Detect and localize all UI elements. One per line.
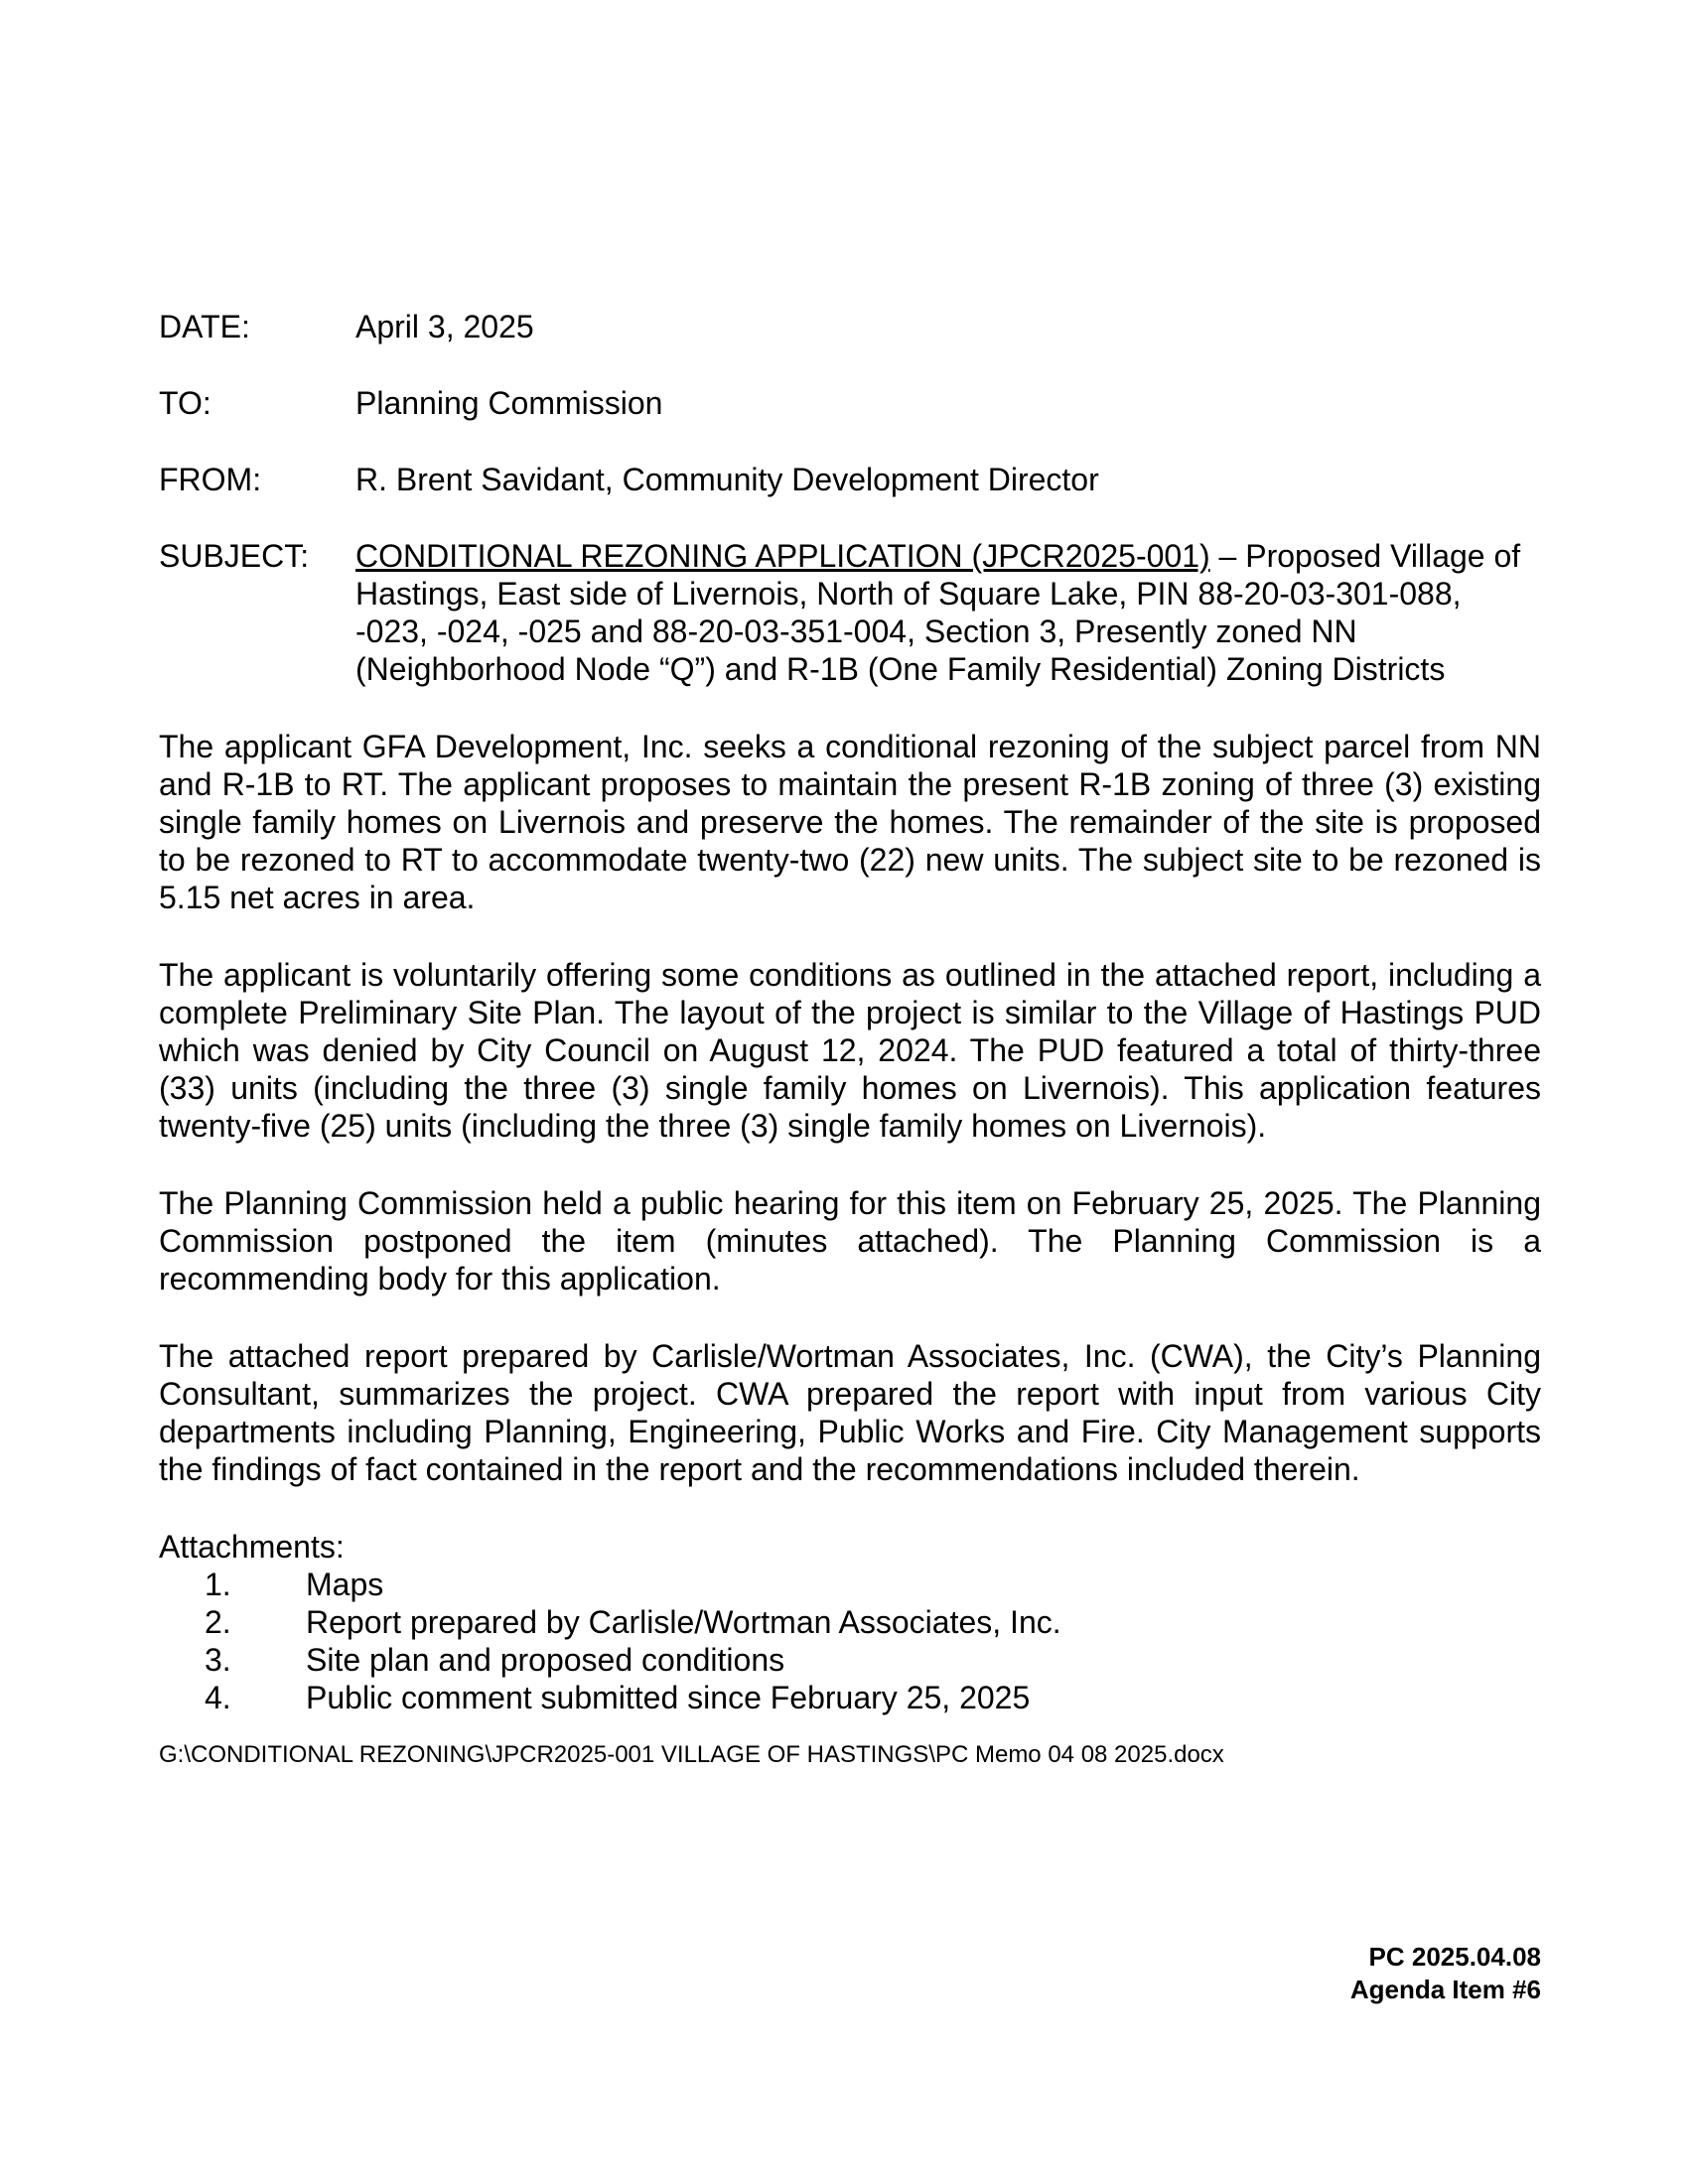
file-path: G:\CONDITIONAL REZONING\JPCR2025-001 VILLAGE OF HASTINGS\PC Memo 04 08 2025.docx [159, 1741, 1224, 1768]
from-label: FROM: [159, 462, 262, 497]
subject-description: – Proposed Village of Hastings, East side of Livernois, North of Square Lake, PIN 88-20-03-301-088, -023, -024, -025 and 88-20-03-351-004, Section 3, Presently zoned NN (Neighborhood Node “Q”) and R-1B (One Family Residential) Zoning Districts [355, 538, 1521, 687]
date-label: DATE: [159, 309, 250, 344]
attachments-heading: Attachments: [159, 1529, 345, 1565]
date-value: April 3, 2025 [355, 309, 534, 344]
memo-page [159, 308, 1541, 1770]
subject-value [355, 537, 1541, 688]
to-row [159, 384, 1541, 422]
attachment-text: Report prepared by Carlisle/Wortman Associates, Inc. [306, 1604, 1061, 1640]
meeting-code: PC 2025.04.08 [1368, 1942, 1541, 1972]
body-paragraph-2: The applicant is voluntarily offering some conditions as outlined in the attached report, including a complete Preliminary Site Plan. The layout of the project is similar to the Village of Hastings PUD which was denied by City Council on August 12, 2024. The PUD featured a total of thirty-three (33) units (including the three (3) single family homes on Livernois). This application features twenty-five (25) units (including the three (3) single family homes on Livernois). [159, 957, 1541, 1144]
attachment-number: 2. [205, 1604, 231, 1640]
attachment-item [159, 1566, 1541, 1603]
from-value: R. Brent Savidant, Community Development Director [355, 462, 1099, 497]
attachment-text: Maps [306, 1567, 384, 1602]
attachment-number: 3. [205, 1642, 231, 1678]
agenda-footer [1350, 1941, 1541, 2006]
agenda-item-number: Agenda Item #6 [1349, 1975, 1541, 2004]
attachment-text: Public comment submitted since February 25, 2025 [306, 1680, 1031, 1715]
attachment-item [159, 1603, 1541, 1641]
subject-application-id: CONDITIONAL REZONING APPLICATION (JPCR2025-001) [355, 538, 1210, 574]
from-row [159, 461, 1541, 498]
attachment-number: 4. [205, 1680, 231, 1715]
attachment-number: 1. [205, 1567, 231, 1602]
to-value: Planning Commission [355, 385, 663, 421]
subject-row [159, 537, 1541, 688]
attachment-text: Site plan and proposed conditions [306, 1642, 785, 1678]
date-row [159, 308, 1541, 345]
attachment-item [159, 1641, 1541, 1679]
attachments-list [159, 1566, 1541, 1716]
body-paragraph-3: The Planning Commission held a public hearing for this item on February 25, 2025. The Planning Commission postponed the item (minutes attached). The Planning Commission is a recommending body for this application. [159, 1185, 1541, 1297]
to-label: TO: [159, 385, 211, 421]
body-paragraph-1: The applicant GFA Development, Inc. seeks a conditional rezoning of the subject parcel from NN and R-1B to RT. The applicant proposes to maintain the present R-1B zoning of three (3) existing single family homes on Livernois and preserve the homes. The remainder of the site is proposed to be rezoned to RT to accommodate twenty-two (22) new units. The subject site to be rezoned is 5.15 net acres in area. [159, 729, 1541, 915]
body-paragraph-4: The attached report prepared by Carlisle/Wortman Associates, Inc. (CWA), the City’s Planning Consultant, summarizes the project. CWA prepared the report with input from various City departments including Planning, Engineering, Public Works and Fire. City Management supports the findings of fact contained in the report and the recommendations included therein. [159, 1338, 1541, 1487]
attachment-item [159, 1679, 1541, 1716]
subject-label: SUBJECT: [159, 538, 310, 574]
